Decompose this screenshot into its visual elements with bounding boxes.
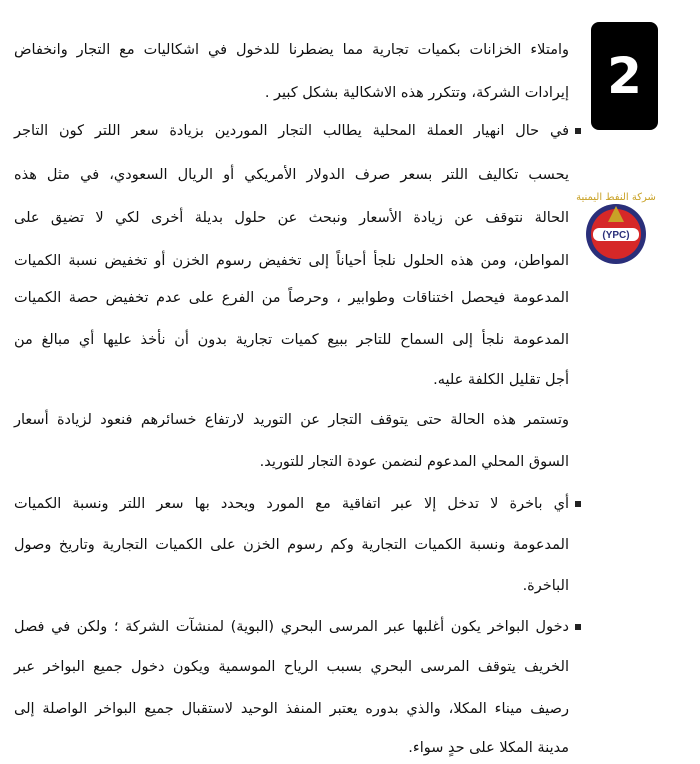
text-line: المدعومة ونسبة الكميات التجارية وكم رسوم الخزن على الكميات التجارية وتاريخ وصول	[14, 537, 569, 553]
text-line: الحالة نتوقف عن زيادة الأسعار ونبحث عن حلول بديلة أخرى لكي لا تضيق على	[14, 210, 569, 226]
ypc-logo	[570, 178, 662, 270]
text-line: مدينة المكلا على حدٍ سواء.	[408, 740, 569, 756]
text-line: المدعومة نلجأ إلى السماح للتاجر ببيع كميات تجارية بدون أن نأخذ عليها أي مبالغ من	[14, 332, 569, 348]
document-body	[14, 0, 569, 764]
list-item-line: في حال انهيار العملة المحلية يطالب التجار الموردين بزيادة سعر اللتر كون التاجر	[14, 121, 569, 141]
logo-name-text: شركة النفط اليمنية	[576, 192, 656, 203]
text-line: الباخرة.	[522, 578, 569, 594]
text-line: وامتلاء الخزانات بكميات تجارية مما يضطرنا للدخول في اشكاليات مع التجار وانخفاض	[14, 42, 569, 58]
text-line: المواطن، ومن هذه الحلول نلجأ أحياناً إلى تخفيض رسوم الخزن أو تخفيض نسبة الكميات	[14, 253, 569, 269]
bullet-icon	[575, 128, 581, 134]
text-line: المدعومة فيحصل اختناقات وطوابير ، وحرصاً من الفرع على عدم تخفيض حصة الكميات	[14, 290, 569, 306]
text-line: يحسب تكاليف اللتر بسعر صرف الدولار الأمريكي أو الريال السعودي، في مثل هذه	[14, 167, 569, 183]
text-line: وتستمر هذه الحالة حتى يتوقف التجار عن التوريد لارتفاع خسائرهم فنعود لزيادة أسعار	[14, 412, 569, 428]
text-line: إيرادات الشركة، وتتكرر هذه الاشكالية بشكل كبير .	[264, 85, 569, 101]
logo-abbr: (YPC)	[602, 230, 630, 241]
bullet-icon	[575, 501, 581, 507]
text-line: الخريف يتوقف المرسى البحري بسبب الرياح الموسمية ويكون دخول جميع البواخر عبر	[14, 659, 569, 675]
text-line: رصيف ميناء المكلا، والذي بدوره يعتبر المنفذ الوحيد لاستقبال جميع البواخر الواصلة إلى	[14, 701, 569, 717]
list-item-line: دخول البواخر يكون أغلبها عبر المرسى البحري (البوية) لمنشآت الشركة ؛ ولكن في فصل	[14, 617, 569, 637]
bullet-icon	[575, 624, 581, 630]
text-line: أجل تقليل الكلفة عليه.	[433, 372, 569, 388]
text-line: السوق المحلي المدعوم لنضمن عودة التجار للتوريد.	[259, 454, 569, 470]
list-item-line: أي باخرة لا تدخل إلا عبر اتفاقية مع المورد ويحدد بها سعر اللتر ونسبة الكميات	[14, 494, 569, 514]
page-number-badge	[591, 22, 658, 130]
page-number: 2	[607, 47, 642, 105]
